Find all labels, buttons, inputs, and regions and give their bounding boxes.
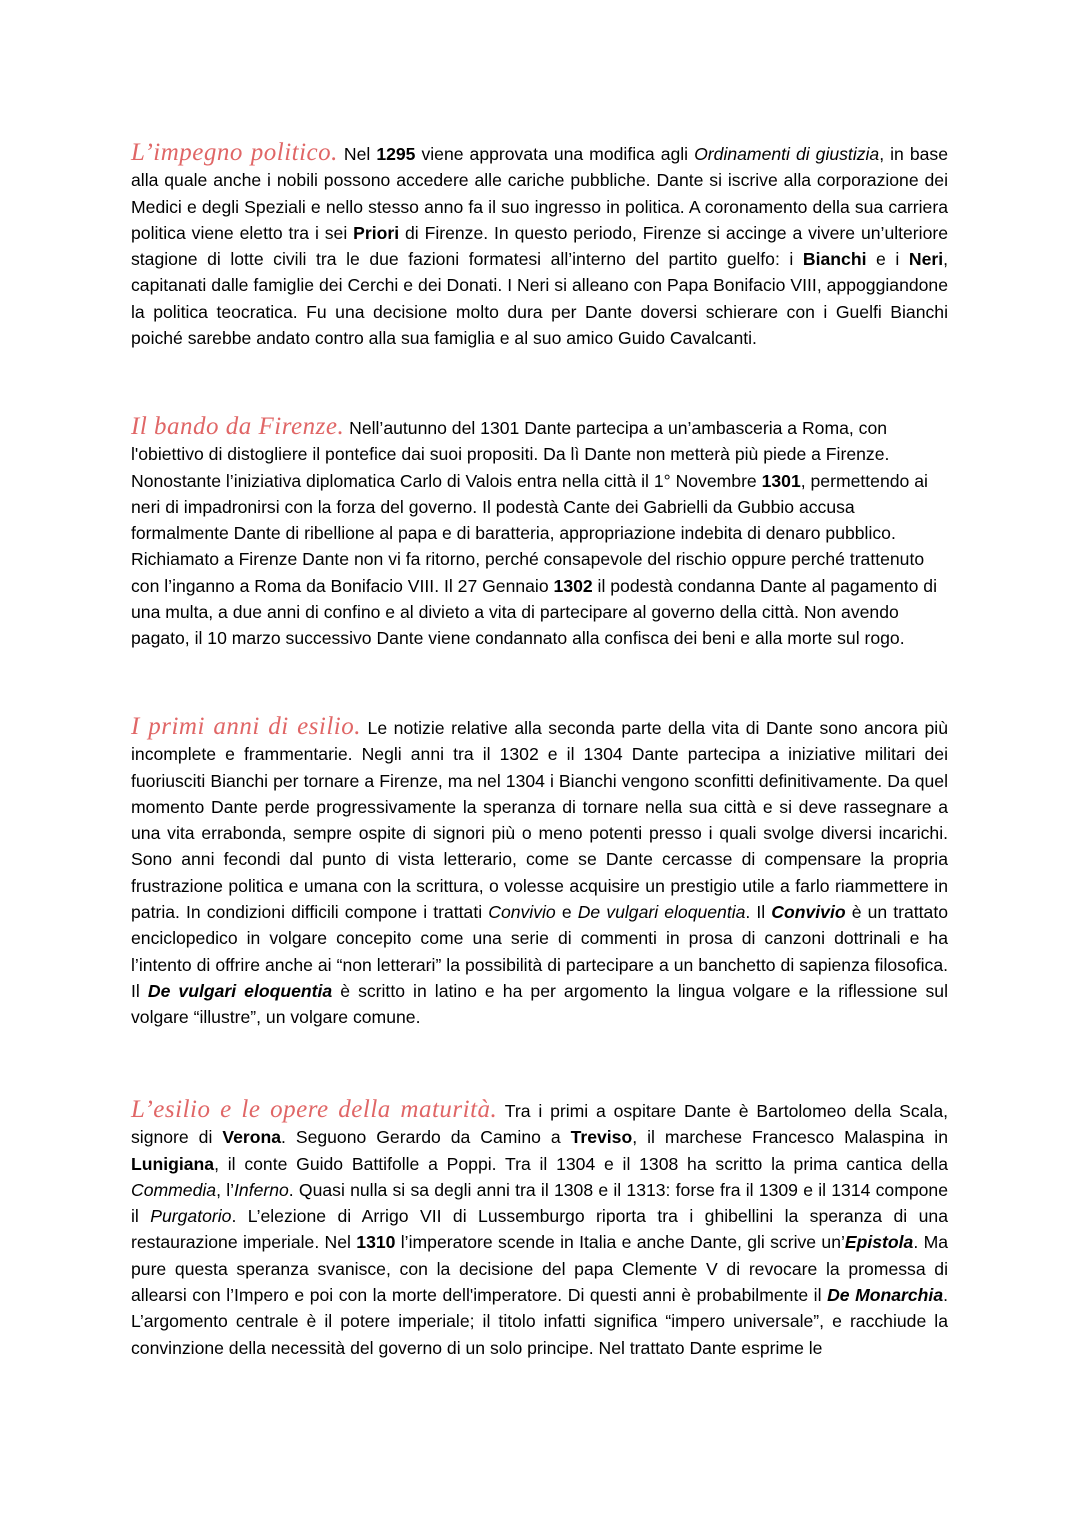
paragraph (131, 418, 937, 648)
body-text: . Il (745, 902, 772, 923)
section-impegno-politico (131, 140, 948, 351)
body-text: e i (866, 249, 909, 270)
body-text: . Ma pure questa speranza svanisce, con la decisione del papa Clemente V di revocare la promessa di allearsi con l’Impero e poi con la morte dell'imperatore. Di questi anni è probabilmente il (131, 1232, 949, 1306)
body-text: Nell’autunno del 1301 Dante partecipa a un’ambasceria a Roma, con l'obiettivo di distogliere il pontefice dai suoi propositi. Da lì Dante non metterà più piede a Firenze. Nonostante l’iniziativa diplomatica Carlo di Valois entra nella città il 1° Novembre (131, 418, 890, 491)
emphasis-text: Lunigiana (131, 1153, 215, 1174)
paragraph (131, 718, 948, 1027)
section-heading: Il bando da Firenze. (131, 413, 345, 440)
emphasis-text: Convivio (488, 902, 556, 923)
section-primi-anni-esilio (131, 714, 948, 1031)
body-text: e (555, 902, 578, 923)
body-text: di Firenze. In questo periodo, Firenze si accinge a vivere un’ulteriore stagione di lotte civili tra le due fazioni formatesi all’interno del partito guelfo: i (131, 222, 949, 270)
body-text: è scritto in latino e ha per argomento la lingua volgare e la riflessione sul volgare “illustre”, un volgare comune. (131, 980, 948, 1028)
section-heading: I primi anni di esilio. (131, 713, 361, 740)
emphasis-text: 1295 (376, 144, 416, 164)
emphasis-text: Verona (222, 1127, 281, 1148)
emphasis-text: Bianchi (802, 249, 867, 270)
emphasis-text: Ordinamenti di giustizia (694, 144, 880, 164)
body-text: l’imperatore scende in Italia e anche Dante, gli scrive un’ (395, 1232, 845, 1253)
emphasis-text: 1301 (761, 470, 801, 491)
emphasis-text: De Monarchia (827, 1285, 944, 1306)
emphasis-text: Epistola (844, 1232, 914, 1253)
section-bando-da-firenze (131, 414, 948, 652)
emphasis-text: De vulgari eloquentia (147, 980, 333, 1001)
emphasis-text: 1302 (553, 575, 593, 596)
body-text: , il conte Guido Battifolle a Poppi. Tra il 1304 e il 1308 ha scritto la prima cantica della (214, 1153, 948, 1174)
body-text: Nel (337, 144, 377, 164)
body-text: viene approvata una modifica agli (415, 144, 695, 164)
body-text: . Quasi nulla si sa degli anni tra il 1308 e il 1313: forse fra il 1309 e il 1314 compone il (131, 1179, 949, 1227)
emphasis-text: Commedia (131, 1179, 217, 1200)
emphasis-text: Priori (353, 222, 400, 243)
emphasis-text: Neri (908, 249, 944, 270)
emphasis-text: De vulgari eloquentia (577, 902, 746, 923)
body-text: . Seguono Gerardo da Camino a (281, 1127, 571, 1148)
paragraph (131, 1101, 948, 1358)
body-text: Le notizie relative alla seconda parte della vita di Dante sono ancora più incomplete e frammentarie. Negli anni tra il 1302 e il 1304 Dante partecipa a iniziative militari dei fuoriusciti Bianchi per tornare a Firenze, ma nel 1304 i Bianchi vengono sconfitti definitivamente. Da quel momento Dante perde progressivamente la speranza di tornare nella sua città e si deve rassegnare a una vita errabonda, sempre ospite di signori più o meno potenti presso i quali svolge diversi incarichi. Sono anni fecondi dal punto di vista letterario, come se Dante cercasse di compensare la propria frustrazione politica e umana con la scrittura, o volesse acquisire un prestigio utile a farlo riammettere in patria. In condizioni difficili compone i trattati (131, 718, 948, 923)
body-text: , in base alla quale anche i nobili possono accedere alle cariche pubbliche. Dante si iscrive alla corporazione dei Medici e degli Speziali e nello stesso anno fa il suo ingresso in politica. A coronamento della sua carriera politica viene eletto tra i sei (131, 144, 948, 243)
body-text: , il marchese Francesco Malaspina in (632, 1127, 948, 1148)
emphasis-text: Purgatorio (150, 1206, 232, 1227)
body-text: , capitanati dalle famiglie dei Cerchi e dei Donati. I Neri si alleano con Papa Bonifacio VIII, appoggiandone la politica teocratica. Fu una decisione molto dura per Dante doversi schierare con i Guelfi Bianchi poiché sarebbe andato contro alla sua famiglia e al suo amico Guido Cavalcanti. (131, 249, 948, 349)
body-text: , permettendo ai neri di impadronirsi con la forza del governo. Il podestà Cante dei Gabrielli da Gubbio accusa formalmente Dante di ribellione al papa e di baratteria, appropriazione indebita di denaro pubblico. Richiamato a Firenze Dante non vi fa ritorno, perché consapevole del rischio oppure perché trattenuto con l’inganno a Roma da Bonifacio VIII. Il 27 Gennaio (131, 470, 928, 596)
body-text: , l’ (216, 1179, 235, 1200)
section-heading: L’impegno politico. (131, 139, 338, 166)
emphasis-text: Inferno (234, 1179, 289, 1200)
emphasis-text: 1310 (356, 1232, 396, 1253)
emphasis-text: Treviso (570, 1127, 633, 1148)
section-esilio-opere-maturita (131, 1097, 948, 1361)
body-text: il podestà condanna Dante al pagamento di una multa, a due anni di confino e al divieto a vita di partecipare al governo della città. Non avendo pagato, il 10 marzo successivo Dante viene condannato alla confisca dei beni e alla morte sul rogo. (131, 575, 937, 649)
emphasis-text: Convivio (771, 902, 846, 923)
body-text: . L’argomento centrale è il potere imperiale; il titolo infatti significa “impero universale”, e racchiude la convinzione della necessità del governo di un solo principe. Nel trattato Dante esprime le (131, 1285, 948, 1358)
paragraph (131, 144, 948, 348)
body-text: Tra i primi a ospitare Dante è Bartolomeo della Scala, signore di (131, 1101, 948, 1148)
body-text: è un trattato enciclopedico in volgare concepito come una serie di commenti in prosa di canzoni dottrinali e ha l’intento di offrire anche ai “non letterari” la possibilità di partecipare a un banchetto di sapienza filosofica. Il (131, 902, 948, 1001)
section-heading: L’esilio e le opere della maturità. (131, 1096, 498, 1123)
body-text: . L’elezione di Arrigo VII di Lussemburgo riporta tra i ghibellini la speranza di una restaurazione imperiale. Nel (131, 1206, 948, 1253)
